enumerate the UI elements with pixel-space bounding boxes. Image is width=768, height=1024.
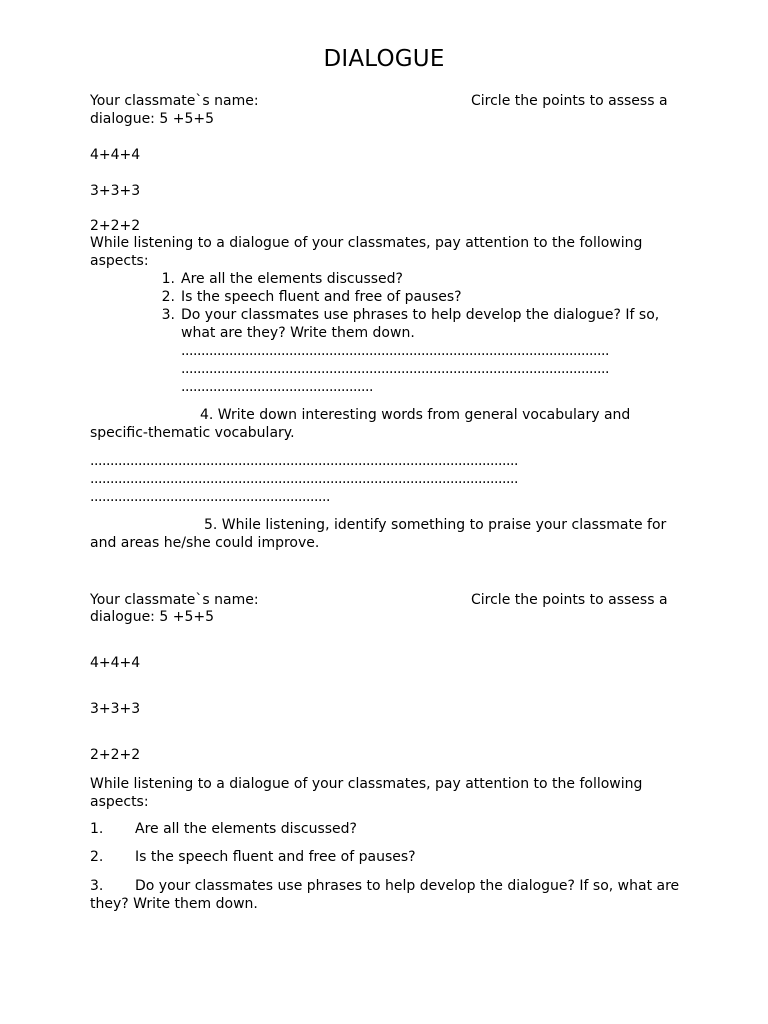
instruction-4: 4. Write down interesting words from general vocabulary and specific-thematic vocabulary. (90, 407, 631, 441)
instruction-5: 5. While listening, identify something to praise your classmate for and areas he/she could improve. (90, 517, 667, 551)
list-number: 2. (161, 289, 175, 305)
dotted-line: ................................................ (181, 379, 374, 395)
classmate-name-label: Your classmate`s name: (90, 592, 259, 608)
points-option: 3+3+3 (90, 183, 141, 199)
points-option: 4+4+4 (90, 655, 141, 671)
assessment-header-2 (90, 591, 680, 609)
points-option: 4+4+4 (90, 147, 141, 163)
instructions-intro: While listening to a dialogue of your classmates, pay attention to the following aspects: (90, 776, 643, 810)
assessment-header-1 (90, 92, 680, 110)
page-title: DIALOGUE (323, 46, 445, 72)
list-text: Is the speech fluent and free of pauses? (135, 849, 416, 865)
list-number: 3. (161, 307, 175, 323)
points-option: 2+2+2 (90, 218, 141, 234)
list-text: Do your classmates use phrases to help develop the dialogue? If so, what are they? Write them down. (181, 307, 660, 341)
list-text: Are all the elements discussed? (181, 271, 403, 287)
list-text: Is the speech fluent and free of pauses? (181, 289, 462, 305)
points-max: dialogue: 5 +5+5 (90, 609, 214, 625)
instructions-intro: While listening to a dialogue of your classmates, pay attention to the following aspects: (90, 235, 643, 269)
circle-points-label: Circle the points to assess a (471, 93, 668, 109)
points-option: 3+3+3 (90, 701, 141, 717)
circle-points-label: Circle the points to assess a (471, 592, 668, 608)
answer-lines (90, 452, 680, 506)
classmate-name-label: Your classmate`s name: (90, 93, 259, 109)
list-number: 3. (90, 878, 104, 894)
list-number: 1. (161, 271, 175, 287)
list-text: Are all the elements discussed? (135, 821, 357, 837)
dotted-line: ........................................................................................................... (181, 361, 610, 377)
dotted-line: ........................................................................................................... (181, 343, 610, 359)
list-number: 1. (90, 821, 104, 837)
points-max: dialogue: 5 +5+5 (90, 111, 214, 127)
list-text: Do your classmates use phrases to help develop the dialogue? If so, what are they? Write them down. (90, 878, 680, 912)
list-number: 2. (90, 849, 104, 865)
dotted-line: ............................................................ (90, 489, 331, 505)
dotted-line: ........................................................................................................... (90, 453, 519, 469)
points-option: 2+2+2 (90, 747, 141, 763)
dotted-line: ........................................................................................................... (90, 471, 519, 487)
